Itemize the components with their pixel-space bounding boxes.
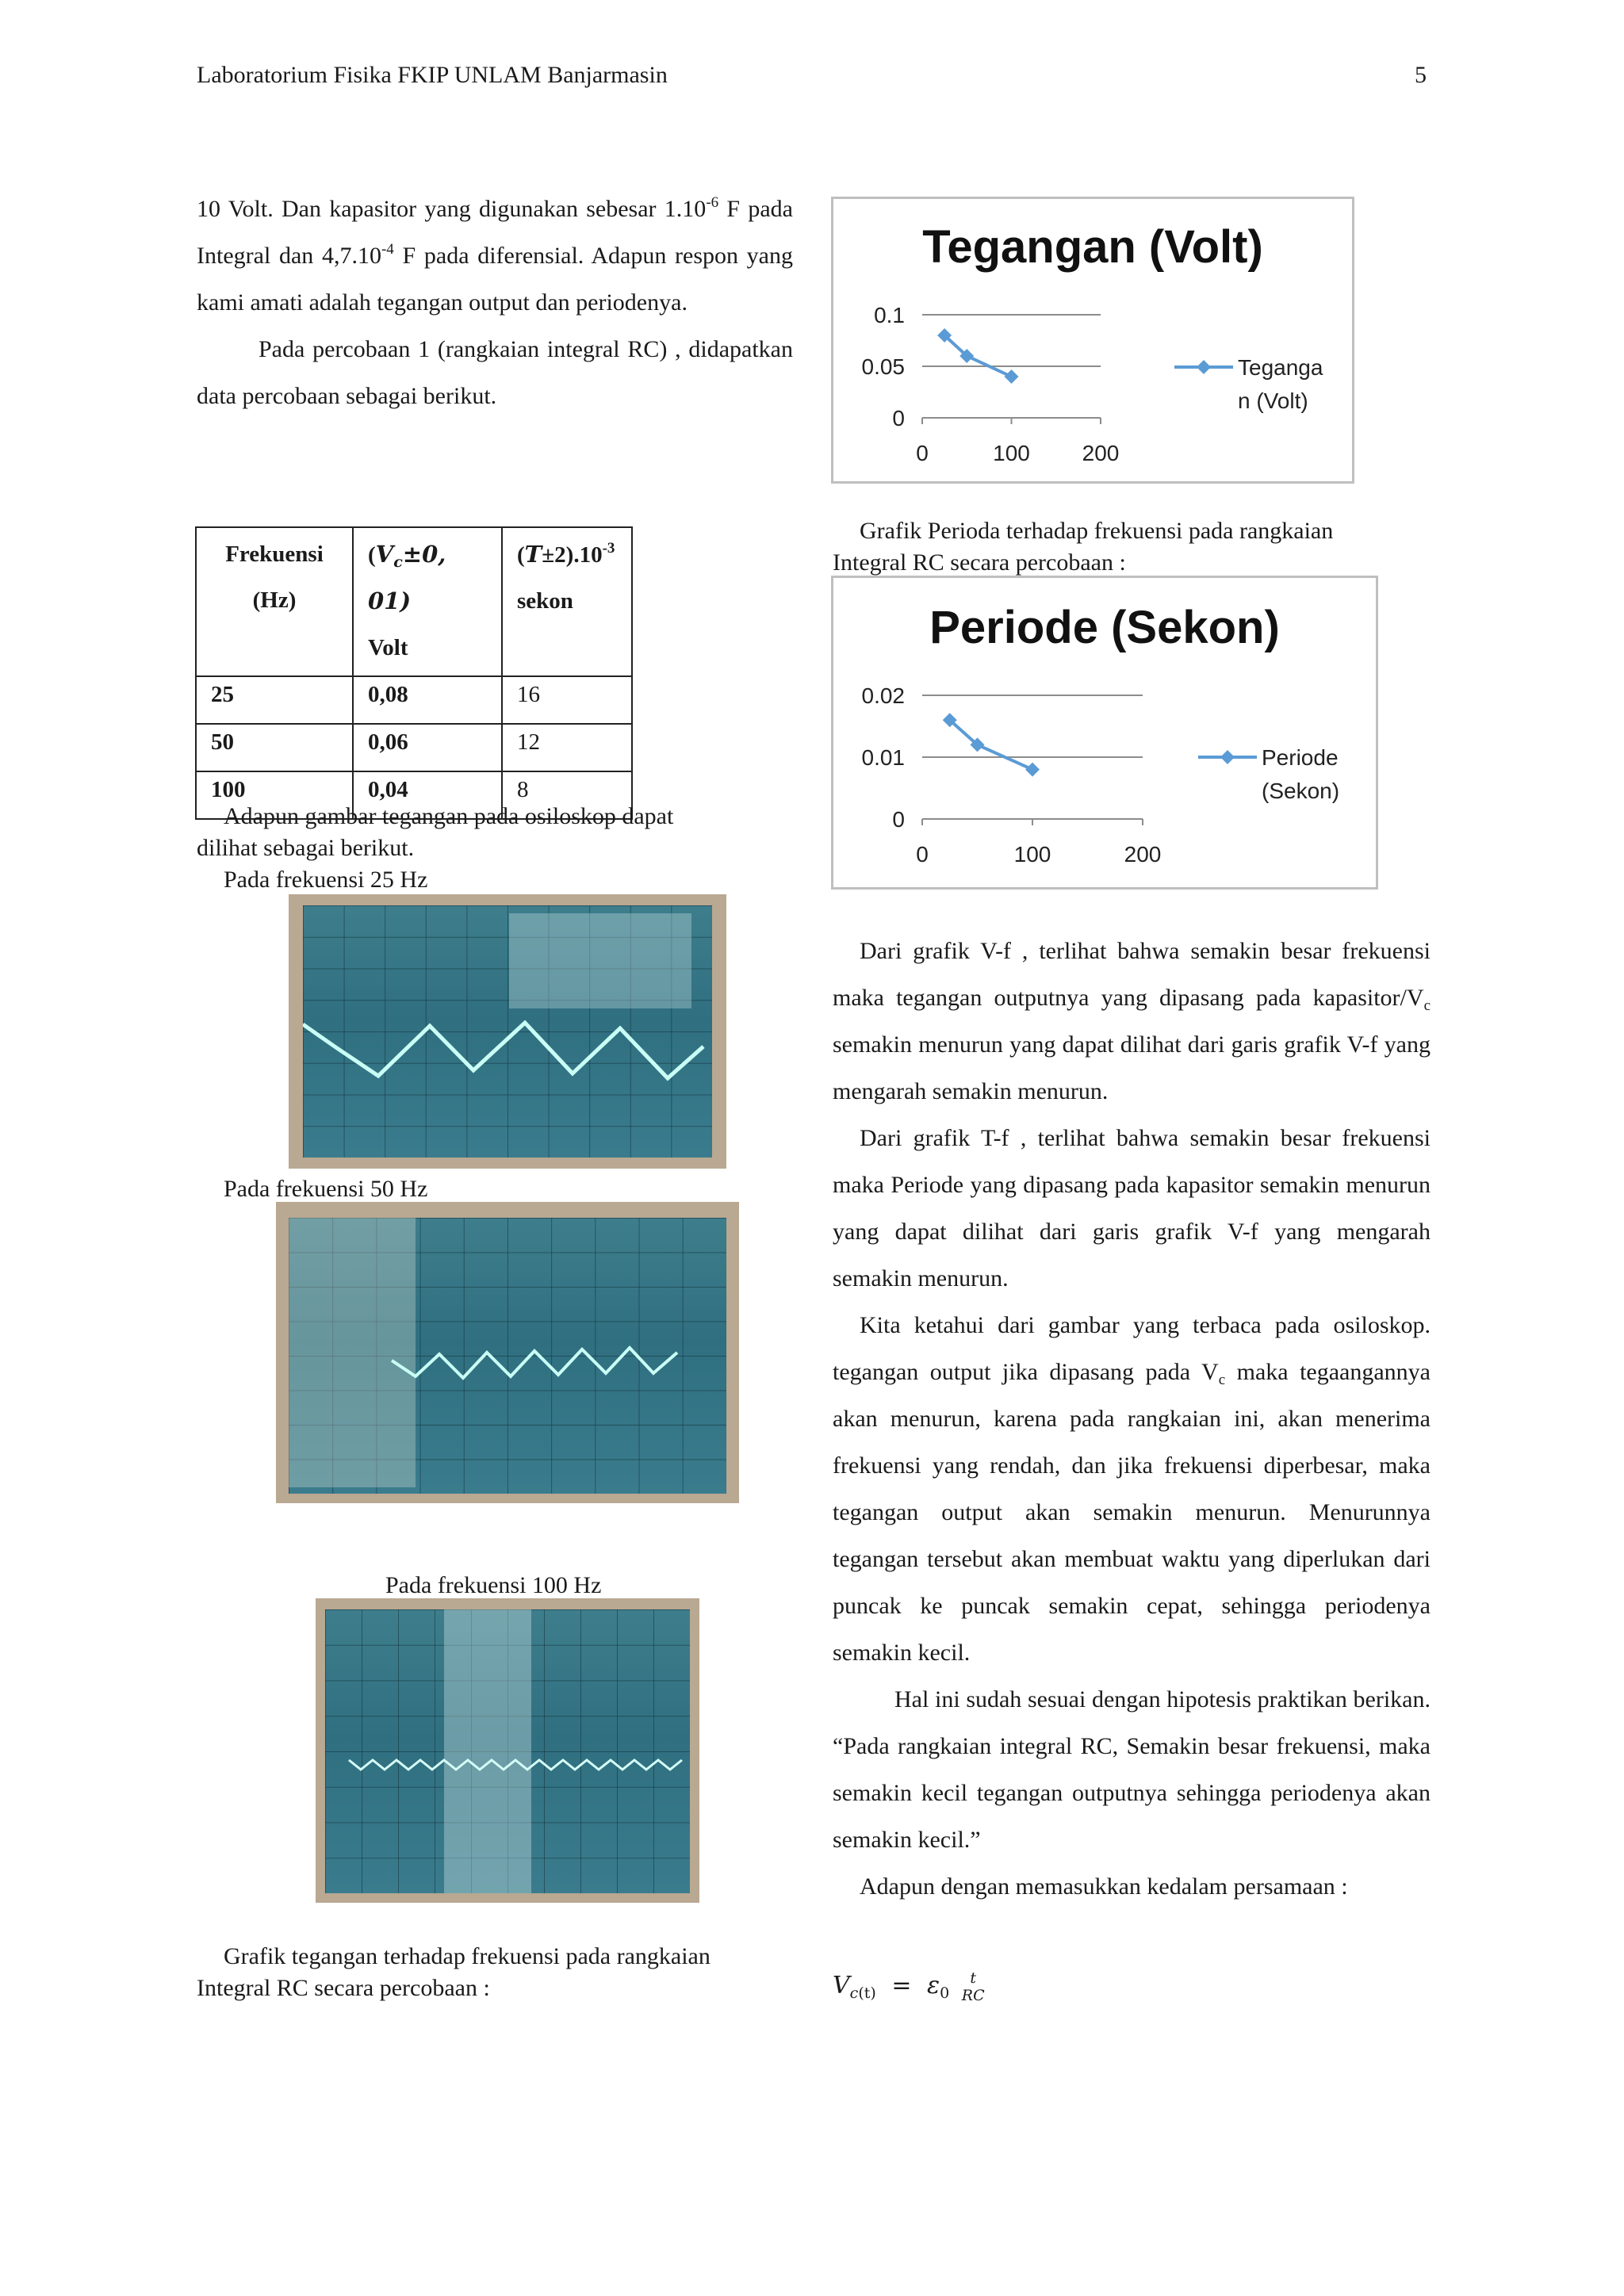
- triangle-waveform: [325, 1609, 690, 1893]
- discussion-paragraph-3: Kita ketahui dari gambar yang terbaca pada osiloskop. tegangan output jika dipasang pada $V_c$ maka tegaangannya akan menurun, karena pada rangkaian ini, akan menerima frekuensi yang rendah, dan jika frekuensi diperbesar, maka tegangan output akan semakin menurun. Menurunnya tegangan tersebut akan membuat waktu yang diperlukan dari puncak ke puncak semakin cepat, sehingga periodenya semakin kecil.: [833, 1312, 1431, 1666]
- header-frekuensi: Frekuensi (Hz): [196, 527, 353, 676]
- oscilloscope-photo-100hz: [316, 1598, 699, 1903]
- intro-text: [197, 186, 793, 419]
- series-line: [950, 720, 1032, 769]
- x-tick-label: 100: [993, 441, 1030, 465]
- caption-50hz: Pada frekuensi 50 Hz: [224, 1176, 428, 1202]
- y-tick-label: 0.01: [861, 745, 905, 770]
- period-chart: [831, 576, 1378, 890]
- table-row: 50 0,06 12: [196, 724, 632, 771]
- y-tick-label: 0.02: [861, 683, 905, 708]
- legend-marker: [1197, 360, 1211, 374]
- running-header: Laboratorium Fisika FKIP UNLAM Banjarmasin: [197, 62, 668, 88]
- data-table: [195, 526, 633, 820]
- header-periode: $(T\pm 2).10^{-3}$ sekon: [502, 527, 632, 676]
- oscilloscope-photo-50hz: [276, 1202, 739, 1503]
- y-tick-label: 0.05: [861, 354, 905, 379]
- y-tick-label: 0.1: [874, 303, 905, 327]
- discussion-text: [833, 928, 1431, 1910]
- triangle-waveform: [303, 905, 712, 1158]
- data-point: [1005, 369, 1019, 384]
- x-tick-label: 0: [916, 441, 929, 465]
- caption-voltage-graph: Grafik tegangan terhadap frekuensi pada rangkaian Integral RC secara percobaan :: [197, 1943, 710, 2001]
- discussion-paragraph-4: Hal ini sudah sesuai dengan hipotesis praktikan berikan. “Pada rangkaian integral RC, Semakin besar frekuensi, maka semakin kecil tegangan outputnya sehingga periodenya akan semakin kecil.”: [833, 1686, 1431, 1853]
- x-tick-label: 100: [1013, 842, 1051, 867]
- oscilloscope-photo-25hz: [289, 894, 726, 1169]
- intro-paragraph-2: Pada percobaan 1 (rangkaian integral RC) , didapatkan data percobaan sebagai berikut.: [197, 336, 793, 409]
- table-row: 100 0,04 8: [196, 771, 632, 819]
- data-point: [1025, 763, 1040, 777]
- legend-label: n (Volt): [1238, 388, 1308, 413]
- chart-title: Tegangan (Volt): [922, 221, 1263, 273]
- legend-label: (Sekon): [1262, 779, 1340, 803]
- legend-label: Periode: [1262, 745, 1339, 770]
- caption-period-graph: Grafik Perioda terhadap frekuensi pada rangkaian Integral RC secara percobaan :: [833, 518, 1334, 576]
- table-row: 25 0,08 16: [196, 676, 632, 724]
- x-tick-label: 200: [1082, 441, 1120, 465]
- x-tick-label: 200: [1124, 842, 1162, 867]
- intro-paragraph-1: 10 Volt. Dan kapasitor yang digunakan sebesar $1.10^{-6}$ F pada Integral dan $4,7.10^{-4}$ F pada diferensial. Adapun respon yang kami amati adalah tegangan output dan periodenya.: [197, 194, 793, 316]
- legend-label: Teganga: [1238, 355, 1323, 380]
- y-tick-label: 0: [892, 807, 905, 832]
- table-header-row: [196, 527, 632, 676]
- period-chart-svg: [833, 578, 1376, 887]
- discussion-paragraph-2: Dari grafik T-f , terlihat bahwa semakin besar frekuensi maka Periode yang dipasang pada kapasitor semakin menurun yang dapat dilihat dari garis grafik V-f yang mengarah semakin menurun.: [833, 1125, 1431, 1292]
- discussion-paragraph-1: Dari grafik V-f , terlihat bahwa semakin besar frekuensi maka tegangan outputnya yang dipasang pada kapasitor/$V_c$ semakin menurun yang dapat dilihat dari garis grafik V-f yang mengarah semakin menurun.: [833, 938, 1431, 1104]
- triangle-waveform: [289, 1218, 726, 1494]
- caption-100hz: Pada frekuensi 100 Hz: [385, 1572, 602, 1598]
- x-tick-label: 0: [916, 842, 929, 867]
- equation: $V_{c(t)} = \varepsilon_0$ t RC: [833, 1969, 985, 2004]
- chart-title: Periode (Sekon): [929, 602, 1280, 653]
- voltage-chart: [831, 197, 1354, 484]
- voltage-chart-svg: [833, 199, 1352, 481]
- header-volt: ($V_c\pm 0$, 01) Volt: [353, 527, 502, 676]
- series-line: [944, 335, 1011, 377]
- legend-marker: [1220, 750, 1235, 764]
- page-number: 5: [1415, 62, 1427, 88]
- y-tick-label: 0: [892, 406, 905, 430]
- discussion-paragraph-5: Adapun dengan memasukkan kedalam persamaan :: [860, 1873, 1348, 1900]
- oscilloscope-intro: Adapun gambar tegangan pada osiloskop dapat dilihat sebagai berikut. Pada frekuensi 25 Hz: [197, 803, 674, 893]
